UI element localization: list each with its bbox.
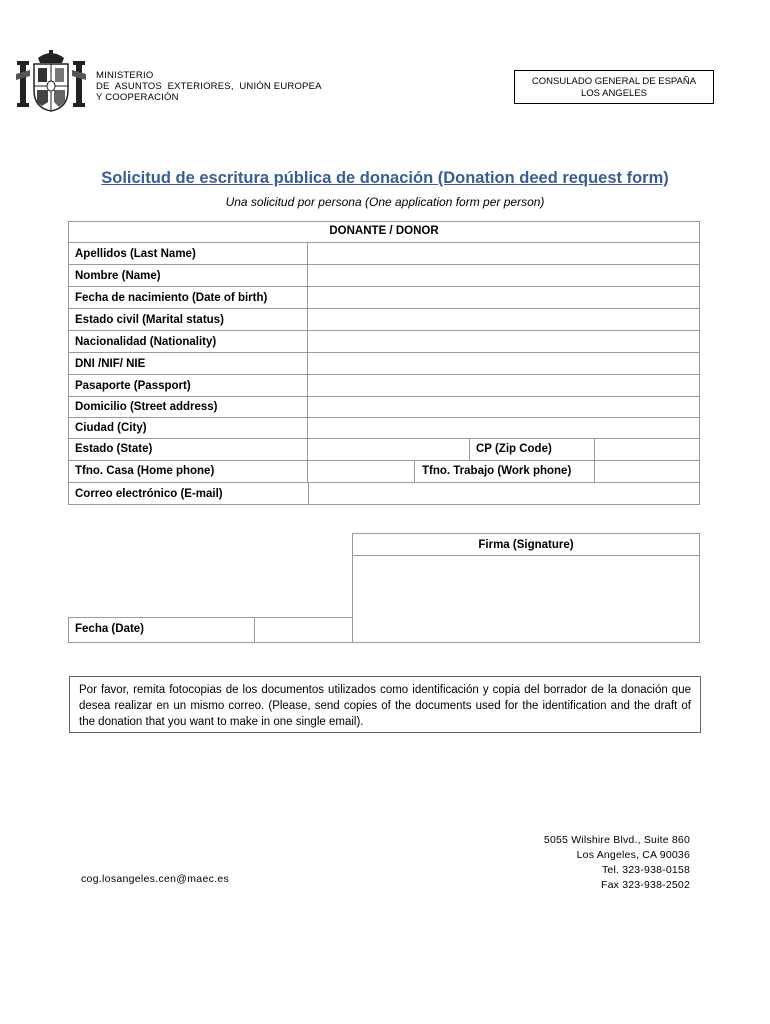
- state-field[interactable]: [308, 439, 469, 460]
- donor-table: [68, 221, 700, 504]
- date-label: Fecha (Date): [75, 623, 145, 635]
- instructions-note: Por favor, remita fotocopias de los documentos utilizados como identificación y copia del borrador de la donación que desea realizar en un mismo correo. (Please, send copies of the documents used for the identification and the draft of the donation that you want to make in one single email).: [69, 676, 701, 733]
- consulate-address: [470, 833, 690, 893]
- date-box: [68, 617, 352, 642]
- last-name-field[interactable]: [308, 243, 699, 264]
- donor-heading: DONANTE / DONOR: [329, 225, 439, 237]
- signature-box: [352, 533, 700, 643]
- address-line: Los Angeles, CA 90036: [576, 849, 690, 861]
- consulate-box: [514, 70, 714, 104]
- zip-code-field[interactable]: [595, 439, 699, 460]
- consulate-line: CONSULADO GENERAL DE ESPAÑA: [531, 76, 697, 87]
- date-field[interactable]: [255, 618, 351, 642]
- dni-label: DNI /NIF/ NIE: [75, 358, 146, 370]
- spanish-coat-of-arms-icon: [16, 50, 86, 112]
- nationality-label: Nacionalidad (Nationality): [75, 336, 217, 348]
- work-phone-label: Tfno. Trabajo (Work phone): [422, 465, 572, 477]
- name-label: Nombre (Name): [75, 270, 161, 282]
- dni-field[interactable]: [308, 353, 699, 374]
- marital-status-label: Estado civil (Marital status): [75, 314, 224, 326]
- birth-date-label: Fecha de nacimiento (Date of birth): [75, 292, 268, 304]
- form-subtitle: Una solicitud por persona (One application form per person): [225, 195, 545, 209]
- email-field[interactable]: [309, 483, 699, 504]
- state-label: Estado (State): [75, 443, 153, 455]
- ministry-name: [96, 70, 322, 103]
- zip-code-label: CP (Zip Code): [476, 443, 552, 455]
- nationality-field[interactable]: [308, 331, 699, 352]
- signature-heading: Firma (Signature): [478, 539, 574, 551]
- marital-status-field[interactable]: [308, 309, 699, 330]
- home-phone-label: Tfno. Casa (Home phone): [75, 465, 215, 477]
- address-line: 5055 Wilshire Blvd., Suite 860: [543, 834, 690, 846]
- ministry-line: DE ASUNTOS EXTERIORES, UNIÓN EUROPEA: [96, 81, 322, 92]
- passport-field[interactable]: [308, 375, 699, 396]
- passport-label: Pasaporte (Passport): [75, 380, 191, 392]
- name-field[interactable]: [308, 265, 699, 286]
- signature-field[interactable]: [353, 556, 699, 642]
- street-address-label: Domicilio (Street address): [75, 401, 218, 413]
- city-label: Ciudad (City): [75, 422, 147, 434]
- email-label: Correo electrónico (E-mail): [75, 488, 223, 500]
- home-phone-field[interactable]: [308, 461, 414, 482]
- contact-email[interactable]: cog.losangeles.cen@maec.es: [81, 873, 230, 885]
- street-address-field[interactable]: [308, 397, 699, 417]
- last-name-label: Apellidos (Last Name): [75, 248, 196, 260]
- ministry-line: Y COOPERACIÓN: [96, 92, 179, 103]
- city-field[interactable]: [308, 418, 699, 438]
- fax-line: Fax 323-938-2502: [600, 879, 690, 891]
- work-phone-field[interactable]: [595, 461, 699, 482]
- ministry-line: MINISTERIO: [96, 70, 154, 81]
- birth-date-field[interactable]: [308, 287, 699, 308]
- form-title: Solicitud de escritura pública de donación (Donation deed request form): [101, 169, 669, 187]
- phone-line: Tel. 323-938-0158: [601, 864, 690, 876]
- consulate-line: LOS ANGELES: [580, 88, 647, 99]
